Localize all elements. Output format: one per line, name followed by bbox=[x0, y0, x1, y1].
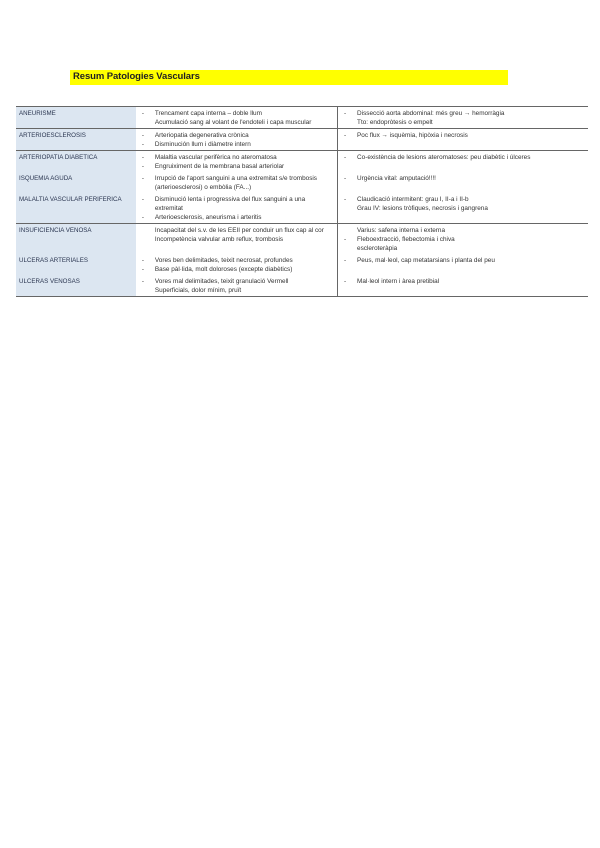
description-cell bbox=[136, 172, 338, 193]
list-item: - Fleboextracció, flebectomia i chiva bbox=[341, 235, 585, 244]
bullet-list bbox=[139, 153, 334, 171]
description-cell bbox=[136, 129, 338, 151]
description-cell bbox=[136, 254, 338, 275]
list-item: - Vores mal delimitades, teixit granulació Vermell bbox=[139, 277, 334, 286]
bullet-list bbox=[139, 195, 334, 222]
table-row bbox=[16, 172, 588, 193]
clinical-cell bbox=[338, 254, 588, 275]
clinical-cell bbox=[338, 193, 588, 224]
description-cell bbox=[136, 275, 338, 297]
list-item: - Claudicació intermitent: grau I, II-a i II-b bbox=[341, 195, 585, 204]
clinical-cell bbox=[338, 172, 588, 193]
pathology-name: ARTERIOPATIA DIABETICA bbox=[16, 151, 136, 173]
description-cell bbox=[136, 107, 338, 129]
bullet-list bbox=[139, 256, 334, 274]
title-highlight bbox=[70, 70, 508, 85]
list-item: - Irrupció de l'aport sanguini a una extremitat s/e trombosis (arterioesclerosi) o embòlia (FA...) bbox=[139, 174, 334, 192]
table-row bbox=[16, 224, 588, 255]
table-row bbox=[16, 193, 588, 224]
bullet-list bbox=[341, 174, 585, 183]
list-item: - Dissecció aorta abdominal: més greu → hemorràgia bbox=[341, 109, 585, 118]
list-item: Incompetència valvular amb reflux, trombosis bbox=[154, 236, 284, 243]
list-item: - Vores ben delimitades, teixit necrosat, profundes bbox=[139, 256, 334, 265]
list-item: - Peus, mal·leol, cap metatarsians i planta del peu bbox=[341, 256, 585, 265]
list-item: - Urgència vital: amputació!!!! bbox=[341, 174, 585, 183]
pathology-name: ANEURISME bbox=[16, 107, 136, 129]
table-row bbox=[16, 254, 588, 275]
bullet-list bbox=[341, 256, 585, 265]
bullet-list bbox=[139, 174, 334, 192]
bullet-list bbox=[341, 277, 585, 286]
list-item: - Trencament capa interna – doble llum bbox=[139, 109, 334, 118]
list-item: Grau IV: lesions tròfiques, necrosis i gangrena bbox=[357, 205, 488, 212]
clinical-cell bbox=[338, 107, 588, 129]
pathology-name: MALALTIA VASCULAR PERIFERICA bbox=[16, 193, 136, 224]
table-row bbox=[16, 151, 588, 173]
clinical-cell bbox=[338, 151, 588, 173]
pathology-name: ULCERAS ARTERIALES bbox=[16, 254, 136, 275]
pathology-name: ARTERIOESCLEROSIS bbox=[16, 129, 136, 151]
bullet-list bbox=[139, 131, 334, 149]
bullet-list bbox=[139, 109, 334, 127]
bullet-list bbox=[341, 131, 585, 140]
pathology-name: ISQUEMIA AGUDA bbox=[16, 172, 136, 193]
table-row bbox=[16, 275, 588, 297]
pathology-name: ULCERAS VENOSAS bbox=[16, 275, 136, 297]
list-item: - Arteriopatia degenerativa crònica bbox=[139, 131, 334, 140]
pathologies-table bbox=[16, 106, 588, 297]
list-item: - Co-existència de lesions ateromatoses: peu diabètic i úlceres bbox=[341, 153, 585, 162]
description-cell bbox=[136, 193, 338, 224]
bullet-list bbox=[341, 153, 585, 162]
list-item: Acumulació sang al volant de l'endoteli i capa muscular bbox=[154, 119, 312, 126]
clinical-cell bbox=[338, 275, 588, 297]
list-item: Superficials, dolor mínim, pruït bbox=[154, 287, 242, 294]
list-item: Tto: endopròtesis o empelt bbox=[357, 119, 433, 126]
list-item: escleroteràpia bbox=[357, 245, 398, 252]
list-item: - Engruiximent de la membrana basal arteriolar bbox=[139, 162, 334, 171]
table-row bbox=[16, 107, 588, 129]
clinical-cell bbox=[338, 129, 588, 151]
list-item: Incapacitat del s.v. de les EEII per conduir un flux cap al cor bbox=[154, 227, 324, 234]
bullet-list bbox=[341, 226, 585, 253]
list-item: - Disminució lenta i progressiva del flux sanguini a una extremitat bbox=[139, 195, 334, 213]
description-cell bbox=[136, 224, 338, 255]
table-body bbox=[16, 107, 588, 297]
list-item: Varius: safena interna i externa bbox=[357, 227, 446, 234]
description-cell bbox=[136, 151, 338, 173]
list-item: - Base pàl·lida, molt doloroses (excepte diabètics) bbox=[139, 265, 334, 274]
list-item: - Mal·leol intern i àrea pretibial bbox=[341, 277, 585, 286]
bullet-list bbox=[341, 195, 585, 213]
list-item: - Poc flux → isquèmia, hipòxia i necrosis bbox=[341, 131, 585, 140]
bullet-list bbox=[139, 226, 334, 244]
bullet-list bbox=[341, 109, 585, 127]
bullet-list bbox=[139, 277, 334, 295]
pathology-name: INSUFICIENCIA VENOSA bbox=[16, 224, 136, 255]
page-title: Resum Patologies Vasculars bbox=[73, 71, 200, 82]
list-item: - Disminución llum i diàmetre intern bbox=[139, 140, 334, 149]
table-row bbox=[16, 129, 588, 151]
clinical-cell bbox=[338, 224, 588, 255]
list-item: - Malaltia vascular perifèrica no ateromatosa bbox=[139, 153, 334, 162]
list-item: - Arterioesclerosis, aneurisma i arteritis bbox=[139, 213, 334, 222]
